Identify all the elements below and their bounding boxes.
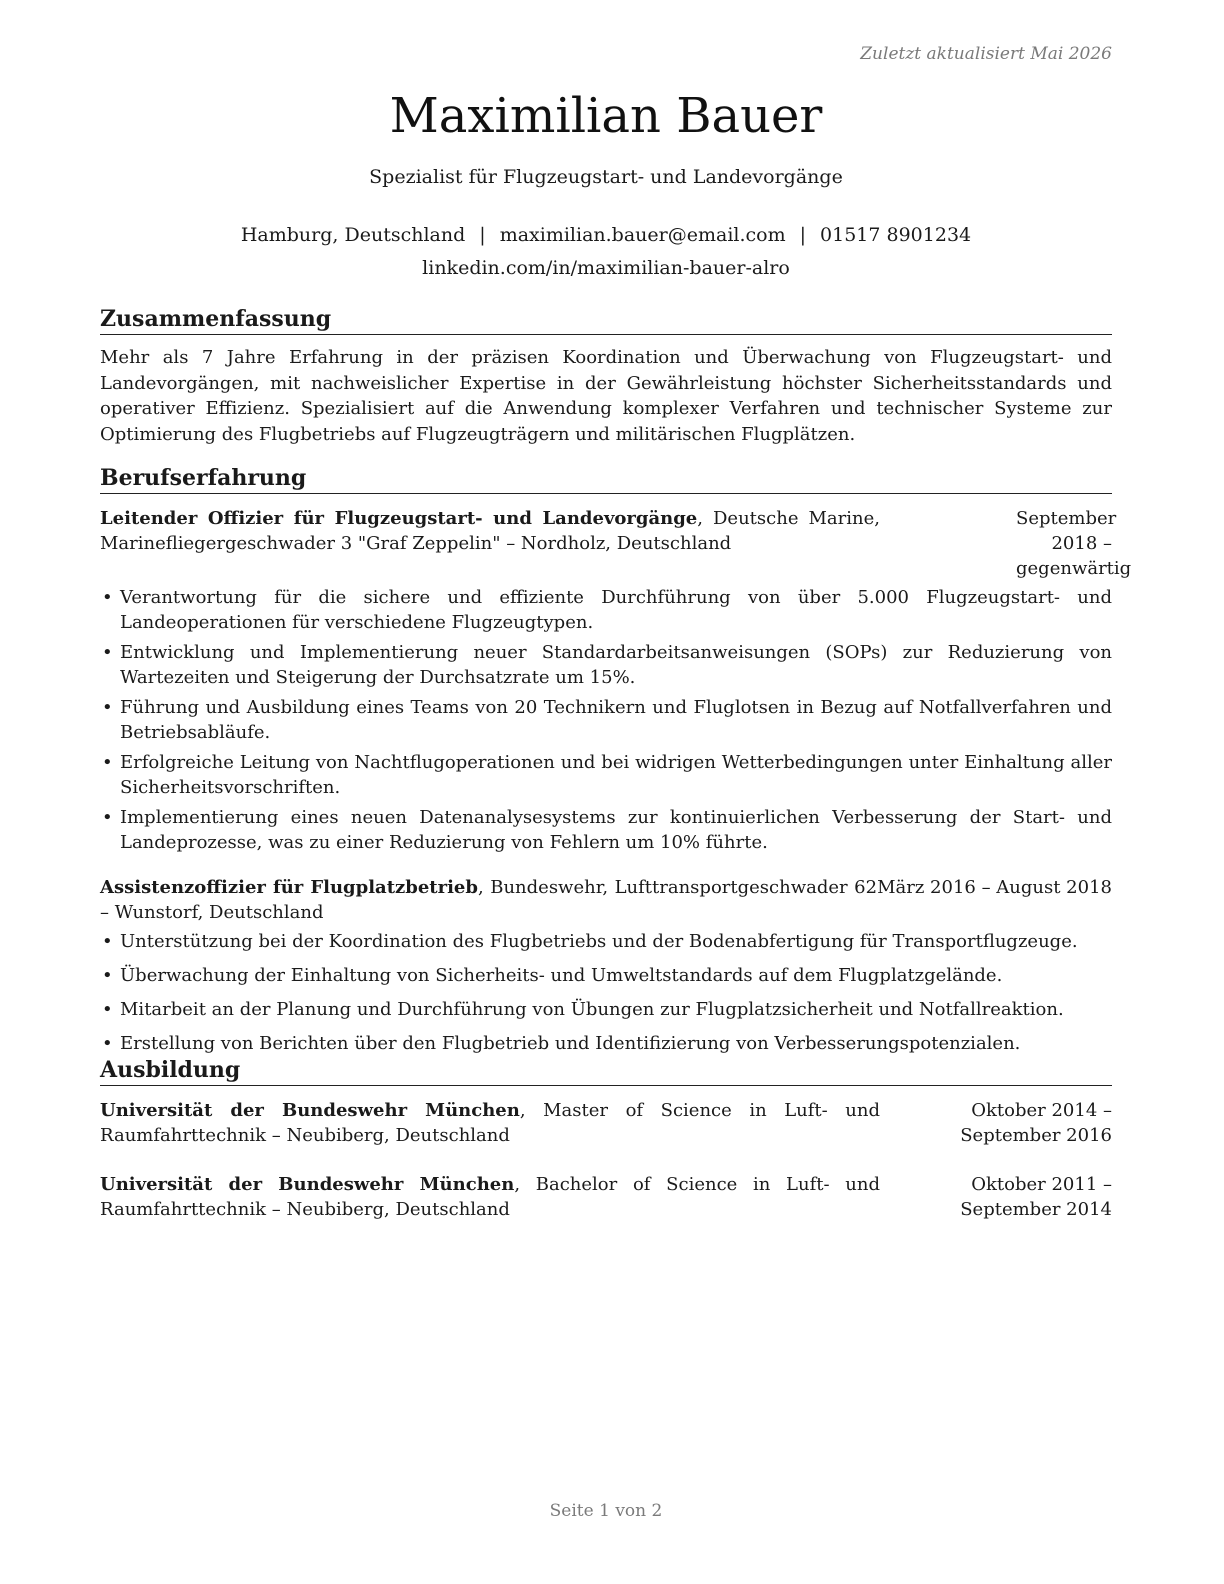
education-degree: , Master of Science in Luft- und Raumfahrttechnik – Neubiberg, Deutschland bbox=[100, 1100, 880, 1146]
list-item bbox=[100, 805, 1112, 855]
job-title-line bbox=[100, 875, 877, 925]
bullet-text: Führung und Ausbildung eines Teams von 20 Technikern und Fluglotsen in Bezug auf Notfallverfahren und Betriebsabläufe. bbox=[120, 697, 1112, 743]
job-entry bbox=[100, 875, 1112, 1056]
education-school: Universität der Bundeswehr München bbox=[100, 1100, 520, 1121]
candidate-name: Maximilian Bauer bbox=[389, 88, 823, 144]
bullet-icon: • bbox=[102, 999, 113, 1020]
job-title-line bbox=[100, 506, 880, 581]
list-item bbox=[100, 640, 1112, 690]
education-degree: , Bachelor of Science in Luft- und Raumfahrttechnik – Neubiberg, Deutschland bbox=[100, 1174, 880, 1220]
list-item bbox=[100, 997, 1112, 1022]
summary-text: Mehr als 7 Jahre Erfahrung in der präzisen Koordination und Überwachung von Flugzeugstart- und Landevorgängen, mit nachweislicher Expertise in der Gewährleistung höchster Sicherheitsstandards und operativer Effizienz. Spezialisiert auf die Anwendung komplexer Verfahren und technischer Systeme zur Optimierung des Flugbetriebs auf Flugzeugträgern und militärischen Flugplätzen. bbox=[100, 347, 1112, 445]
job-bullets bbox=[100, 585, 1112, 855]
bullet-icon: • bbox=[102, 807, 113, 828]
experience-heading: Berufserfahrung bbox=[100, 463, 1112, 494]
contact-email[interactable]: maximilian.bauer@email.com bbox=[499, 224, 786, 246]
list-item bbox=[100, 929, 1112, 954]
job-dates: September 2018 – gegenwärtig bbox=[1016, 508, 1132, 579]
bullet-icon: • bbox=[102, 642, 113, 663]
job-organization: , Deutsche Marine, Marinefliegergeschwader 3 "Graf Zeppelin" – Nordholz, Deutschland bbox=[100, 508, 880, 554]
list-item bbox=[100, 750, 1112, 800]
list-item bbox=[100, 1031, 1112, 1056]
education-header bbox=[100, 1172, 1112, 1222]
contact-location: Hamburg, Deutschland bbox=[240, 224, 466, 246]
list-item bbox=[100, 963, 1112, 988]
bullet-text: Unterstützung bei der Koordination des Flugbetriebs und der Bodenabfertigung für Transportflugzeuge. bbox=[120, 931, 1078, 952]
contact-separator: | bbox=[479, 224, 486, 246]
list-item bbox=[100, 695, 1112, 745]
bullet-icon: • bbox=[102, 965, 113, 986]
contact-linkedin[interactable]: linkedin.com/in/maximilian-bauer-alro bbox=[422, 257, 790, 279]
last-updated-note: Zuletzt aktualisiert Mai 2026 bbox=[860, 44, 1112, 64]
job-dates: März 2016 – August 2018 bbox=[877, 877, 1112, 898]
education-header bbox=[100, 1098, 1112, 1148]
job-entry bbox=[100, 506, 1132, 855]
bullet-icon: • bbox=[102, 752, 113, 773]
list-item bbox=[100, 585, 1112, 635]
job-header bbox=[100, 875, 1112, 925]
bullet-text: Erfolgreiche Leitung von Nachtflugoperationen und bei widrigen Wetterbedingungen unter Einhaltung aller Sicherheitsvorschriften. bbox=[120, 752, 1112, 798]
summary-heading: Zusammenfassung bbox=[100, 304, 1112, 335]
education-dates: Oktober 2011 – September 2014 bbox=[960, 1174, 1112, 1220]
candidate-title: Spezialist für Flugzeugstart- und Landevorgänge bbox=[369, 166, 843, 188]
job-title: Assistenzoffizier für Flugplatzbetrieb bbox=[100, 877, 478, 898]
contact-separator: | bbox=[799, 224, 807, 246]
education-heading: Ausbildung bbox=[100, 1055, 1112, 1086]
education-line bbox=[100, 1098, 880, 1148]
bullet-icon: • bbox=[102, 587, 113, 608]
summary-section bbox=[100, 304, 1112, 447]
experience-section bbox=[100, 463, 1132, 1065]
bullet-text: Überwachung der Einhaltung von Sicherheits- und Umweltstandards auf dem Flugplatzgelände. bbox=[120, 965, 1003, 986]
job-bullets bbox=[100, 929, 1112, 1056]
bullet-icon: • bbox=[102, 697, 113, 718]
job-title: Leitender Offizier für Flugzeugstart- und Landevorgänge bbox=[100, 508, 698, 529]
education-entry bbox=[100, 1172, 1112, 1222]
bullet-text: Mitarbeit an der Planung und Durchführung von Übungen zur Flugplatzsicherheit und Notfallreaktion. bbox=[120, 999, 1064, 1020]
education-dates: Oktober 2014 – September 2016 bbox=[960, 1100, 1112, 1146]
contact-block bbox=[100, 219, 1112, 285]
bullet-icon: • bbox=[102, 1033, 113, 1054]
education-section bbox=[100, 1055, 1112, 1222]
bullet-text: Implementierung eines neuen Datenanalysesystems zur kontinuierlichen Verbesserung der Start- und Landeprozesse, was zu einer Reduzierung von Fehlern um 10% führte. bbox=[120, 807, 1112, 853]
job-header bbox=[100, 506, 1132, 581]
contact-phone: 01517 8901234 bbox=[820, 224, 972, 246]
education-entry bbox=[100, 1098, 1112, 1148]
page-number: Seite 1 von 2 bbox=[549, 1501, 663, 1521]
bullet-text: Erstellung von Berichten über den Flugbetrieb und Identifizierung von Verbesserungspotenzialen. bbox=[120, 1033, 1021, 1054]
bullet-text: Verantwortung für die sichere und effiziente Durchführung von über 5.000 Flugzeugstart- und Landeoperationen für verschiedene Flugzeugtypen. bbox=[120, 587, 1112, 633]
bullet-icon: • bbox=[102, 931, 113, 952]
contact-line bbox=[100, 219, 1112, 252]
education-school: Universität der Bundeswehr München bbox=[100, 1174, 515, 1195]
job-organization: , Bundeswehr, Lufttransportgeschwader 62 – Wunstorf, Deutschland bbox=[100, 877, 878, 923]
resume-page bbox=[100, 0, 1132, 1584]
bullet-text: Entwicklung und Implementierung neuer Standardarbeitsanweisungen (SOPs) zur Reduzierung von Wartezeiten und Steigerung der Durchsatzrate um 15%. bbox=[120, 642, 1112, 688]
education-line bbox=[100, 1172, 880, 1222]
